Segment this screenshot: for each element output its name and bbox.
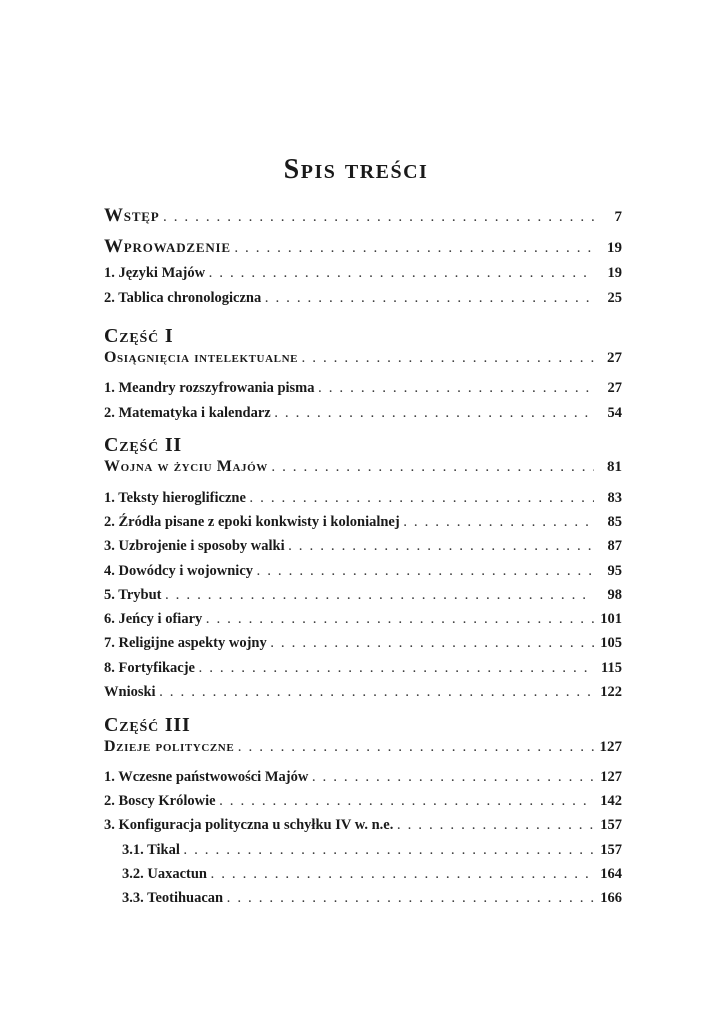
toc-entry-label: Wojna w życiu Majów (104, 458, 268, 475)
toc-entry[interactable] (104, 511, 622, 533)
toc-entry-page: 105 (600, 635, 622, 651)
toc-entry[interactable] (104, 236, 622, 258)
leader-dots (164, 207, 594, 229)
leader-dots (209, 263, 594, 285)
leader-dots (257, 561, 594, 583)
toc-entry-page: 142 (600, 793, 622, 809)
toc-entry[interactable] (104, 790, 622, 812)
toc-entry-page: 127 (599, 739, 622, 755)
toc-entry-page: 95 (607, 563, 622, 579)
leader-dots (165, 585, 594, 607)
toc-entry[interactable] (104, 584, 622, 606)
part-heading: Część II (104, 434, 182, 456)
toc-entry-page: 157 (600, 817, 622, 833)
leader-dots (220, 791, 594, 813)
toc-entry[interactable] (104, 887, 622, 909)
toc-entry-page: 83 (607, 490, 622, 506)
toc-entry-page: 157 (600, 842, 622, 858)
toc-entry[interactable] (104, 681, 622, 703)
toc-entry-label: 3.2. Uaxactun (122, 866, 207, 882)
toc-entry-label: 2. Źródła pisane z epoki konkwisty i kolonialnej (104, 514, 400, 530)
toc-entry-label: Dzieje polityczne (104, 738, 235, 755)
leader-dots (184, 840, 594, 862)
toc-entry-label: Osiągnięcia intelektualne (104, 349, 299, 366)
toc-entry-label: 2. Tablica chronologiczna (104, 290, 262, 306)
toc-entry[interactable] (104, 456, 622, 478)
leader-dots (265, 288, 594, 310)
toc-entry-page: 54 (607, 405, 622, 421)
toc-entry-label: 3.1. Tikal (122, 842, 180, 858)
toc-entry[interactable] (104, 766, 622, 788)
toc-entry[interactable] (104, 347, 622, 369)
leader-dots (272, 457, 594, 479)
toc-entry-label: 3.3. Teotihuacan (122, 890, 224, 906)
toc-entry[interactable] (104, 814, 622, 836)
toc-entry[interactable] (104, 377, 622, 399)
leader-dots (227, 888, 594, 910)
toc-entry-label: 1. Języki Majów (104, 265, 206, 281)
toc-entry-label: 2. Boscy Królowie (104, 793, 216, 809)
toc-entry-page: 166 (600, 890, 622, 906)
toc-entry-page: 115 (601, 660, 622, 676)
toc-entry-label: 3. Uzbrojenie i sposoby walki (104, 538, 285, 554)
toc-entry[interactable] (104, 262, 622, 284)
toc-entry-label: Wnioski (104, 684, 156, 700)
toc-entry-label: 8. Fortyfikacje (104, 660, 195, 676)
toc-entry-label: 1. Wczesne państwowości Majów (104, 769, 309, 785)
toc-entry[interactable] (104, 657, 622, 679)
toc-entry[interactable] (104, 736, 622, 758)
toc-entry-page: 164 (600, 866, 622, 882)
leader-dots (271, 633, 594, 655)
toc-entry-label: 1. Meandry rozszyfrowania pisma (104, 380, 315, 396)
toc-entry-label: 2. Matematyka i kalendarz (104, 405, 271, 421)
toc-entry-page: 87 (607, 538, 622, 554)
leader-dots (238, 737, 593, 759)
toc-entry[interactable] (104, 560, 622, 582)
toc-entry-page: 101 (600, 611, 622, 627)
leader-dots (250, 488, 594, 510)
toc-entry-label: 1. Teksty hieroglificzne (104, 490, 246, 506)
part-heading: Część I (104, 325, 174, 347)
toc-entry-label: 7. Religijne aspekty wojny (104, 635, 267, 651)
toc-entry-label: Wprowadzenie (104, 236, 231, 257)
leader-dots (235, 238, 594, 260)
toc-entry-label: 3. Konfiguracja polityczna u schyłku IV w. n.e. (104, 817, 394, 833)
part-heading: Część III (104, 714, 191, 736)
toc-entry-page: 25 (607, 290, 622, 306)
leader-dots (199, 658, 594, 680)
leader-dots (319, 378, 594, 400)
toc-entry-page: 7 (614, 209, 622, 225)
leader-dots (160, 682, 594, 704)
toc-entry[interactable] (104, 839, 622, 861)
toc-entry[interactable] (104, 205, 622, 227)
toc-entry-page: 19 (607, 240, 622, 256)
toc-entry-label: 4. Dowódcy i wojownicy (104, 563, 254, 579)
toc-entry[interactable] (104, 287, 622, 309)
toc-entry[interactable] (104, 863, 622, 885)
toc-entry-page: 127 (600, 769, 622, 785)
leader-dots (211, 864, 594, 886)
toc-entry-label: 6. Jeńcy i ofiary (104, 611, 203, 627)
toc-entry-page: 27 (607, 350, 622, 366)
toc-entry-page: 81 (607, 459, 622, 475)
toc-entry[interactable] (104, 535, 622, 557)
toc-entry-page: 122 (600, 684, 622, 700)
leader-dots (397, 815, 594, 837)
toc-entry-label: 5. Trybut (104, 587, 162, 603)
leader-dots (206, 609, 594, 631)
leader-dots (312, 767, 594, 789)
toc-entry-page: 19 (607, 265, 622, 281)
toc-entry[interactable] (104, 487, 622, 509)
leader-dots (275, 403, 594, 425)
toc-entry-label: Wstęp (104, 205, 160, 226)
leader-dots (404, 512, 594, 534)
toc-entry-page: 85 (607, 514, 622, 530)
toc-entry[interactable] (104, 402, 622, 424)
toc-entry-page: 98 (607, 587, 622, 603)
leader-dots (289, 536, 594, 558)
leader-dots (302, 348, 594, 370)
toc-entry[interactable] (104, 608, 622, 630)
toc-entry[interactable] (104, 632, 622, 654)
page-title: Spis treści (283, 154, 429, 185)
toc-entry-page: 27 (607, 380, 622, 396)
